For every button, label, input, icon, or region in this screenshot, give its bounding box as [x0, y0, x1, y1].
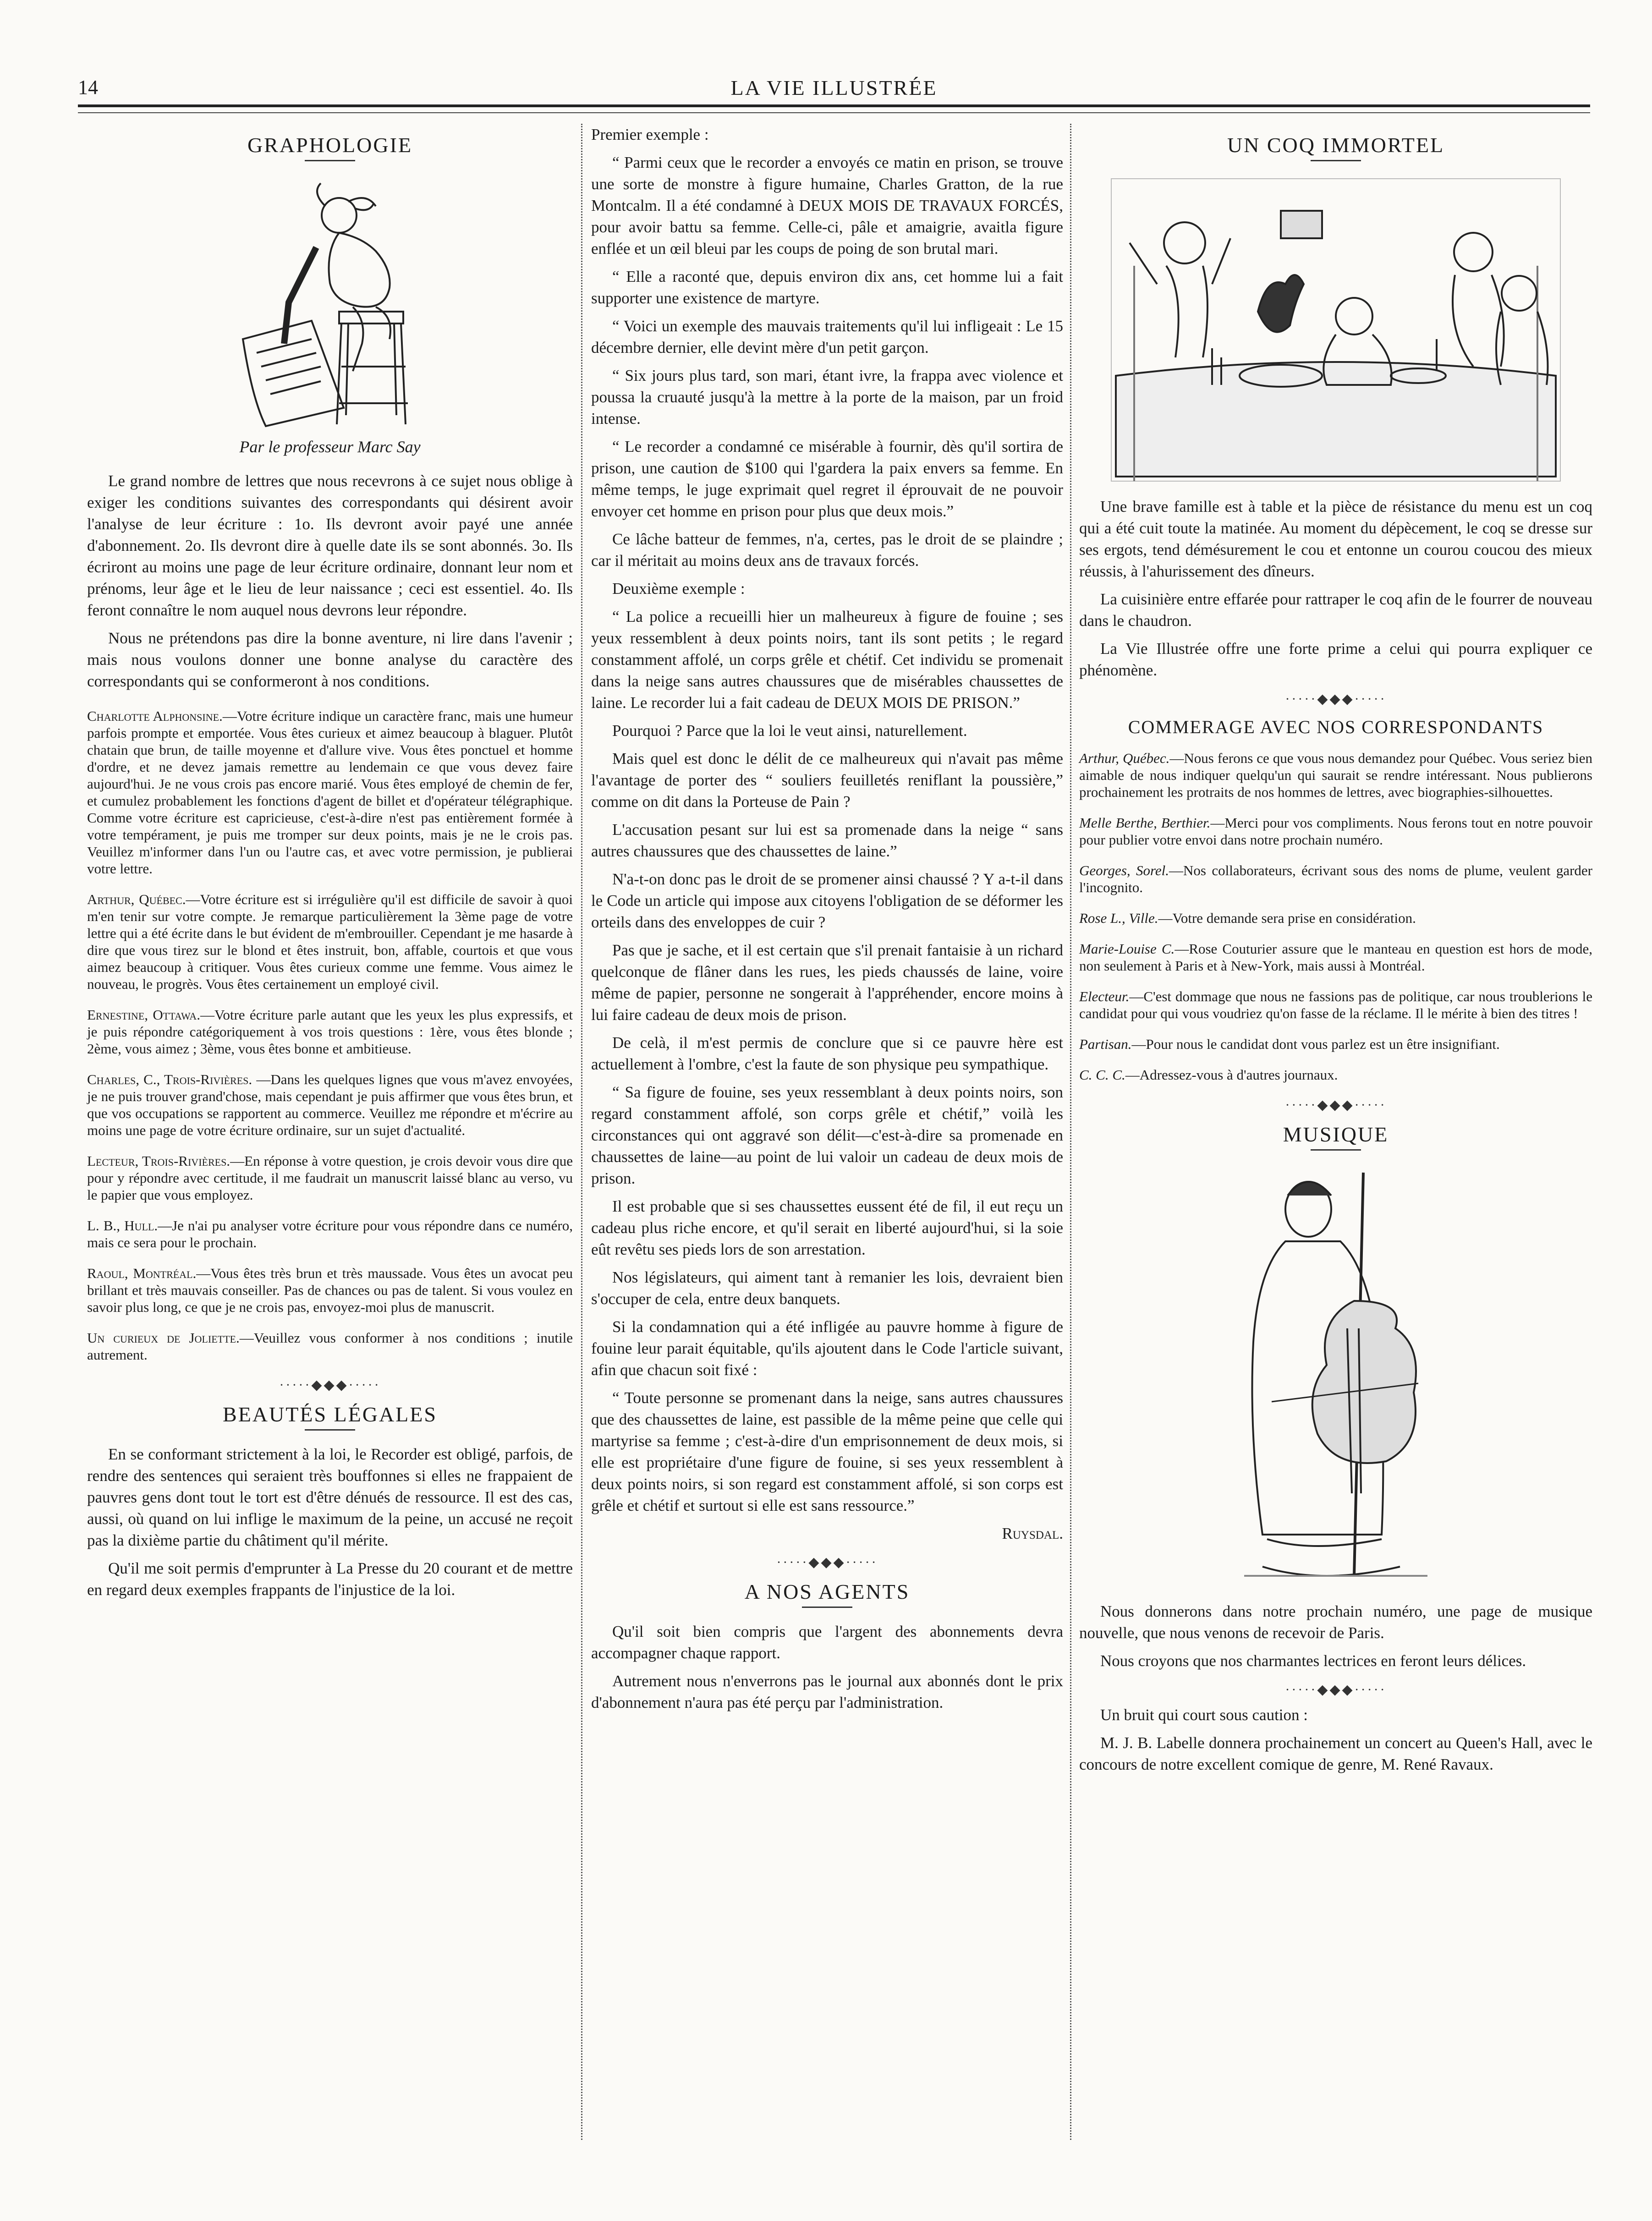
ornament-divider: ·····◆◆◆····· [1285, 1682, 1387, 1697]
correspondent-text: —Votre demande sera prise en considération. [1158, 910, 1416, 926]
graphologist-illustration [202, 174, 458, 431]
article-paragraph: L'accusation pesant sur lui est sa promenade dans la neige “ sans autres chaussures que des chaussettes de laine.” [591, 821, 1063, 860]
column-divider [1070, 124, 1071, 2140]
section-title-beautes: BEAUTÉS LÉGALES [223, 1403, 437, 1426]
reply-item [87, 1265, 573, 1316]
article-paragraph: “ Le recorder a condamné ce misérable à fournir, dès qu'il sortira de prison, une caution de $100 qui l'gardera la paix envers sa femme. En même temps, le juge exprimait quel regret il éprouvait de ne pouvoir envoyer cet homme en prison pour plus que deux mois.” [591, 438, 1063, 520]
correspondent-name: C. C. C. [1079, 1067, 1125, 1083]
article-paragraph: “ Elle a raconté que, depuis environ dix ans, cet homme lui a fait supporter une existence de martyre. [591, 268, 1063, 307]
article-paragraph: Qu'il me soit permis d'emprunter à La Presse du 20 courant et de mettre en regard deux exemples frappants de l'injustice de la loi. [87, 1559, 573, 1599]
correspondent-item [1079, 1036, 1592, 1053]
column-left [87, 124, 573, 1607]
column-middle [591, 124, 1063, 1720]
reply-text: —Veuillez vous conformer à nos conditions ; inutile autrement. [87, 1330, 573, 1363]
ornament-divider: ·····◆◆◆····· [279, 1377, 381, 1393]
reply-text: —Votre écriture est si irrégulière qu'il est difficile de savoir à quoi m'en tenir sur votre compte. Je remarque particulièrement la 3ème page de votre lettre qui a été écrite dans le but évident de m'embrouiller. Cependant je me hasarde à dire que vous tirez sur le blond et êtes instruit, bon, affable, courtois et que vous aimez beaucoup à critiquer. Vous êtes curieux comme une femme. Vous aimez le nouveau, le progrès. Vous êtes certainement un employé civil. [87, 891, 573, 992]
reply-name: Un curieux de Joliette. [87, 1330, 240, 1346]
dinner-table-illustration [1107, 174, 1565, 486]
reply-name: Arthur, Québec. [87, 891, 186, 907]
reply-text: —Votre écriture parle autant que les yeux les plus expressifs, et je puis répondre catégoriquement à vos trois questions : 1ère, vous êtes blonde ; 2ème, vous aimez ; 3ème, vous êtes bonne et ambitieuse. [87, 1007, 573, 1057]
page-header [78, 76, 1590, 108]
reply-text: —En réponse à votre question, je crois devoir vous dire que pour y répondre avec certitude, il me faudrait un manuscrit laissé blanc au verso, vu le papier que vous employez. [87, 1153, 573, 1203]
title-rule [305, 160, 355, 161]
section-title-commerage: COMMERAGE AVEC NOS CORRESPONDANTS [1128, 717, 1544, 737]
correspondent-text: —Adressez-vous à d'autres journaux. [1125, 1067, 1338, 1083]
correspondent-item [1079, 750, 1592, 801]
article-paragraph: “ La police a recueilli hier un malheureux à figure de fouine ; ses yeux ressemblent à deux points noirs, tant ils sont petits ; le regard constamment affolé, un corps grêle et chétif. Cet individu se promenait dans la neige sans autres chaussures que de misérables chaussettes de laine. Le recorder lui a fait cadeau de DEUX MOIS DE PRISON.” [591, 608, 1063, 712]
reply-name: Charles, C., Trois-Rivières. [87, 1071, 252, 1087]
ornament-divider: ·····◆◆◆····· [1285, 1097, 1387, 1113]
title-rule [1311, 160, 1361, 161]
article-paragraph: Il est probable que si ses chaussettes eussent été de fil, il eut reçu un cadeau plus riche encore, et qu'il serait en liberté aujourd'hui, si la soie eût revêtu ses pieds lors de son arrestation. [591, 1197, 1063, 1258]
section-title-musique: MUSIQUE [1283, 1123, 1389, 1146]
reply-name: Ernestine, Ottawa. [87, 1007, 200, 1023]
correspondent-name: Melle Berthe, Berthier. [1079, 815, 1211, 831]
journal-title: LA VIE ILLUSTRÉE [730, 76, 938, 99]
correspondent-name: Georges, Sorel. [1079, 862, 1169, 878]
correspondent-name: Marie-Louise C. [1079, 941, 1175, 957]
article-paragraph: “ Parmi ceux que le recorder a envoyés ce matin en prison, se trouve une sorte de monstre à figure humaine, Charles Gratton, de la rue Montcalm. Il a été condamné à DEUX MOIS DE TRAVAUX FORCÉS, pour avoir battu sa femme. Celle-ci, pâle et amaigrie, avaitla figure enflée et un œil bleui par les coups de poing de son brutal mari. [591, 154, 1063, 258]
author-signature: Ruysdal. [1002, 1525, 1063, 1542]
article-paragraph: “ Voici un exemple des mauvais traitements qu'il lui infligeait : Le 15 décembre dernier, elle devint mère d'un petit garçon. [591, 317, 1063, 356]
article-paragraph: Nous donnerons dans notre prochain numéro, une page de musique nouvelle, que nous venons de recevoir de Paris. [1079, 1602, 1592, 1642]
article-paragraph: Pourquoi ? Parce que la loi le veut ainsi, naturellement. [612, 722, 967, 740]
rumor-lead: Un bruit qui court sous caution : [1100, 1706, 1308, 1724]
reply-name: Lecteur, Trois-Rivières. [87, 1153, 231, 1169]
article-paragraph: Une brave famille est à table et la pièce de résistance du menu est un coq qui a été cuit toute la matinée. Au moment du dépècement, le coq se dresse sur ses ergots, tend démésurement le cou et entonne un courou coucou des mieux réussis, à l'ahurissement des dîneurs. [1079, 498, 1592, 580]
reply-text: —Dans les quelques lignes que vous m'avez envoyées, je ne puis trouver grand'chose, mais cependant je puis affirmer que vous êtes brun, et que vos occupations se rapportent au commerce. Veuillez me répondre et m'écrire au moins une page de votre écriture ordinaire, sur un sujet d'actualité. [87, 1071, 573, 1138]
cellist-illustration [1217, 1163, 1455, 1590]
rumor-text: M. J. B. Labelle donnera prochainement un concert au Queen's Hall, avec le concours de notre excellent comique de genre, M. René Ravaux. [1079, 1734, 1592, 1773]
page-number: 14 [78, 76, 98, 99]
reply-item [87, 1071, 573, 1139]
reply-item [87, 1217, 573, 1251]
reply-item [87, 1006, 573, 1057]
article-paragraph: En se conformant strictement à la loi, le Recorder est obligé, parfois, de rendre des sentences qui seraient très bouffonnes si elles ne frappaient de pauvres gens dont tout le tort est d'être dénués de ressource. Il est des cas, aussi, où quand on lui inflige le maximum de la peine, un accusé ne reçoit pas la dixième partie du châtiment qu'il mérite. [87, 1445, 573, 1549]
reply-name: Raoul, Montréal. [87, 1265, 197, 1281]
section-title-coq: UN COQ IMMORTEL [1227, 133, 1445, 157]
intro-paragraph: Nous ne prétendons pas dire la bonne aventure, ni lire dans l'avenir ; mais nous voulons donner une bonne analyse du caractère des correspondants qui se conformeront à nos conditions. [87, 629, 573, 690]
article-paragraph: Mais quel est donc le délit de ce malheureux qui n'avait pas même l'avantage de porter des “ souliers feuilletés reniflant la poussière,” comme on dit dans la Porteuse de Pain ? [591, 750, 1063, 811]
article-paragraph: N'a-t-on donc pas le droit de se promener ainsi chaussé ? Y a-t-il dans le Code un article qui impose aux citoyens l'obligation de se déformer les orteils dans des enveloppes de cuir ? [591, 870, 1063, 931]
ornament-divider: ·····◆◆◆····· [1285, 691, 1387, 707]
article-paragraph: De celà, il m'est permis de conclure que si ce pauvre hère est actuellement à l'ombre, c'est la faute de son physique peu sympathique. [591, 1034, 1063, 1073]
correspondent-text: —Nos collaborateurs, écrivant sous des noms de plume, veulent garder l'incognito. [1079, 862, 1592, 895]
column-divider [581, 124, 582, 2140]
title-rule [1311, 1149, 1361, 1151]
reply-item [87, 891, 573, 993]
header-rule [78, 104, 1590, 107]
article-paragraph: “ Six jours plus tard, son mari, étant ivre, la frappa avec violence et poussa la cruauté jusqu'à la mettre à la porte de la maison, par un froid intense. [591, 367, 1063, 428]
article-paragraph: Nous croyons que nos charmantes lectrices en feront leurs délices. [1100, 1652, 1526, 1670]
illustration-caption: Par le professeur Marc Say [239, 438, 421, 456]
reply-name: L. B., Hull. [87, 1217, 158, 1234]
header-rule-thin [78, 112, 1590, 113]
correspondent-text: —Nous ferons ce que vous nous demandez pour Québec. Vous seriez bien aimable de nous indiquer quelqu'un qui saurait se rendre intéressant. Nous publierons prochainement les protraits de nos hommes de lettres, avec biographies-silhouettes. [1079, 750, 1593, 800]
title-rule [802, 1607, 852, 1608]
correspondent-name: Arthur, Québec. [1079, 750, 1170, 766]
ornament-divider: ·····◆◆◆····· [776, 1555, 878, 1570]
article-paragraph: Premier exemple : [591, 126, 709, 143]
title-rule [305, 1429, 355, 1431]
correspondent-item [1079, 988, 1592, 1022]
correspondent-item [1079, 1066, 1592, 1083]
section-title-graphologie: GRAPHOLOGIE [247, 133, 413, 157]
correspondent-text: —Merci pour vos compliments. Nous ferons tout en notre pouvoir pour publier votre envoi dans notre prochain numéro. [1079, 815, 1592, 848]
intro-paragraph: Le grand nombre de lettres que nous recevrons à ce sujet nous oblige à exiger les conditions suivantes des correspondants qui désirent avoir l'analyse de leur écriture : 1o. Ils devront avoir payé une année d'abonnement. 2o. Ils devront dire à quelle date ils se sont abonnés. 3o. Ils écriront au moins une page de leur écriture ordinaire, donnant leur nom et prénoms, leur âge et le lieu de leur naissance ; ceci est essentiel. 4o. Ils feront connaître le nom auquel nous devrons leur répondre. [87, 472, 573, 619]
article-paragraph: Nos législateurs, qui aiment tant à remanier les lois, devraient bien s'occuper de cela, entre deux banquets. [591, 1268, 1063, 1308]
reply-item [87, 707, 573, 877]
article-paragraph: Ce lâche batteur de femmes, n'a, certes, pas le droit de se plaindre ; car il méritait au moins deux ans de travaux forcés. [591, 530, 1063, 570]
reply-item [87, 1152, 573, 1203]
correspondent-name: Partisan. [1079, 1036, 1132, 1052]
reply-text: —Vous êtes très brun et très maussade. Vous êtes un avocat peu brillant et très mauvais conseiller. Pas de chances ou pas de talent. Si vous voulez en savoir plus long, ce que je ne crois pas, envoyez-moi plus de manuscrit. [87, 1265, 573, 1315]
reply-text: —Votre écriture indique un caractère franc, mais une humeur parfois prompte et emportée. Vous êtes curieux et aimez beaucoup à blaguer. Plutôt chatain que brun, de taille moyenne et d'allure vive. Vous êtes ponctuel et homme d'ordre, et ne devez jamais remettre au lendemain ce que vous devez faire aujourd'hui. Je ne vous crois pas encore marié. Vous êtes employé de chemin de fer, et cumulez probablement les fonctions d'agent de billet et d'opérateur télégraphique. Comme votre écriture est capricieuse, c'est-à-dire n'est pas entièrement formée à votre tempérament, je puis me tromper sur deux points, mais je ne le crois pas. Veuillez m'informer dans l'un ou l'autre cas, et avec votre permission, je publierai votre lettre. [87, 708, 573, 877]
article-paragraph: Si la condamnation qui a été infligée au pauvre homme à figure de fouine leur parait équitable, qu'ils ajoutent dans le Code l'article suivant, afin que chacun soit fixé : [591, 1318, 1063, 1379]
article-paragraph: “ Sa figure de fouine, ses yeux ressemblant à deux points noirs, son regard constamment affolé, son corps grêle et chétif,” voilà les circonstances qui ont aggravé son délit—c'est-à-dire sa promenade en chaussettes de laine—au point de lui valoir un cadeau de deux mois de prison. [591, 1083, 1063, 1187]
article-paragraph: “ Toute personne se promenant dans la neige, sans autres chaussures que des chaussettes de laine, est passible de la même peine que celle qui martyrise sa femme ; c'est-à-dire d'un emprisonnement de deux mois, si elle est propriétaire d'une figure de fouine, si ses yeux ressemblent à deux points noirs, si son regard est constamment affolé, si son corps est grêle et chétif et surtout si elle est sans ressource.” [591, 1389, 1063, 1514]
article-paragraph: La Vie Illustrée offre une forte prime a celui qui pourra expliquer ce phénomène. [1079, 640, 1592, 679]
article-paragraph: Qu'il soit bien compris que l'argent des abonnements devra accompagner chaque rapport. [591, 1623, 1063, 1662]
reply-name: Charlotte Alphonsine. [87, 708, 223, 724]
article-paragraph: Pas que je sache, et il est certain que s'il prenait fantaisie à un richard quelconque de flâner dans les rues, les pieds chaussés de laine, voire même de papier, personne ne songerait à l'appréhender, encore moins à lui faire cadeau de deux mois de prison. [591, 941, 1063, 1024]
correspondent-text: —C'est dommage que nous ne fassions pas de politique, car nous troublerions le candidat pour qui vous voudriez qu'on fasse de la réclame. Il le mérite à bien des titres ! [1079, 988, 1592, 1021]
correspondent-text: —Rose Couturier assure que le manteau en question est hors de mode, non seulement à Paris et à New-York, mais aussi à Montréal. [1079, 941, 1592, 974]
reply-item [87, 1329, 573, 1363]
correspondent-text: —Pour nous le candidat dont vous parlez est un être insignifiant. [1131, 1036, 1500, 1052]
correspondent-item [1079, 814, 1592, 848]
article-paragraph: Autrement nous n'enverrons pas le journal aux abonnés dont le prix d'abonnement n'aura pas été perçu par l'administration. [591, 1672, 1063, 1711]
correspondent-item [1079, 940, 1592, 974]
reply-text: —Je n'ai pu analyser votre écriture pour vous répondre dans ce numéro, mais ce sera pour le prochain. [87, 1217, 573, 1250]
correspondent-name: Rose L., Ville. [1079, 910, 1158, 926]
correspondent-item [1079, 862, 1592, 896]
column-right [1079, 124, 1592, 1782]
article-paragraph: La cuisinière entre effarée pour rattraper le coq afin de le fourrer de nouveau dans le chaudron. [1079, 590, 1592, 630]
article-paragraph: Deuxième exemple : [612, 580, 745, 598]
correspondent-name: Electeur. [1079, 988, 1130, 1004]
correspondent-item [1079, 910, 1592, 927]
section-title-agents: A NOS AGENTS [744, 1580, 910, 1603]
